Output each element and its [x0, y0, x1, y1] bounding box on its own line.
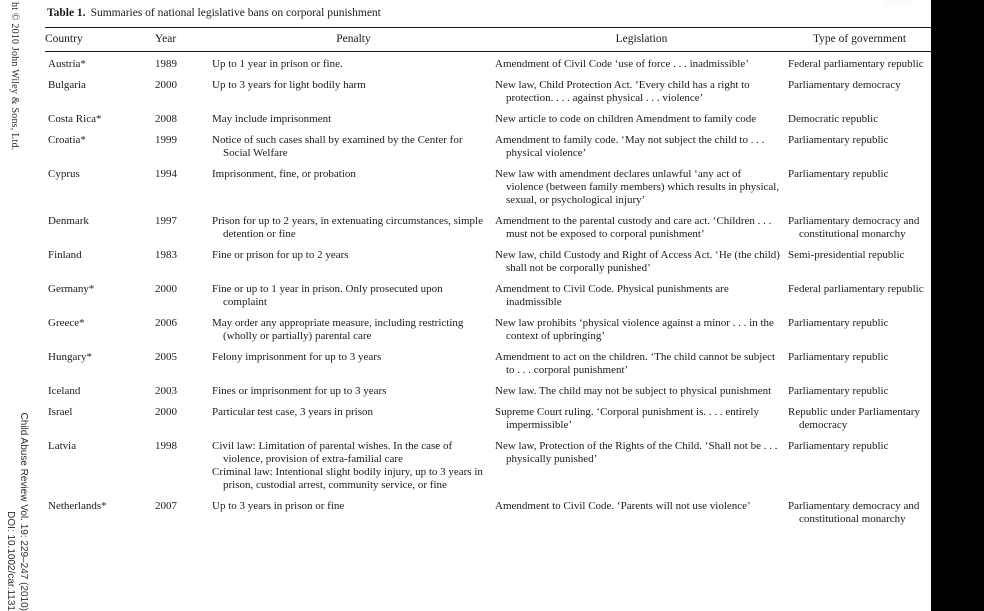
cell-penalty — [212, 440, 495, 500]
cell-country: Iceland — [48, 385, 81, 397]
penalty-paragraph: May include imprisonment — [212, 113, 332, 125]
legislation-paragraph: Supreme Court ruling. ‘Corporal punishment is. . . . entirely impermissible’ — [495, 406, 759, 431]
government-text: Parliamentary democracy and constitutional monarchy — [788, 215, 920, 240]
cell-country: Denmark — [48, 215, 89, 227]
penalty-paragraph: Civil law: Limitation of parental wishes. In the case of violence, provision of extra-familial care — [212, 440, 453, 465]
cell-penalty — [212, 52, 495, 80]
legislation-paragraph: New law, Child Protection Act. ‘Every child has a right to protection. . . . against physical . . . violence’ — [495, 79, 750, 104]
penalty-paragraph: Felony imprisonment for up to 3 years — [212, 351, 382, 363]
penalty-paragraph: Fine or prison for up to 2 years — [212, 249, 349, 261]
legislation-paragraph: New law. The child may not be subject to physical punishment — [495, 385, 772, 397]
journal-citation-text: Child Abuse Review Vol. 19: 229–247 (2010) — [18, 412, 29, 611]
cell-year: 1997 — [155, 215, 177, 227]
table-header — [45, 28, 931, 52]
cell-legislation — [495, 134, 788, 168]
table-row — [45, 113, 931, 134]
cell-penalty — [212, 168, 495, 215]
cell-year: 2005 — [155, 351, 177, 363]
table-row — [45, 134, 931, 168]
penalty-paragraph: Up to 3 years for light bodily harm — [212, 79, 366, 91]
journal-footer-vertical — [4, 413, 30, 611]
cell-legislation — [495, 406, 788, 440]
cell-government — [788, 440, 931, 500]
penalty-paragraph: May order any appropriate measure, including restricting (wholly or partially) parental care — [212, 317, 464, 342]
cell-country: Greece* — [48, 317, 85, 329]
cell-penalty — [212, 113, 495, 134]
cell-country: Bulgaria — [48, 79, 86, 91]
cell-government — [788, 406, 931, 440]
cell-government — [788, 351, 931, 385]
government-text: Parliamentary republic — [788, 134, 889, 146]
penalty-paragraph: Prison for up to 2 years, in extenuating circumstances, simple detention or fine — [212, 215, 483, 240]
cell-country: Finland — [48, 249, 82, 261]
cell-country: Latvia — [48, 440, 77, 452]
government-text: Parliamentary republic — [788, 351, 889, 363]
col-header-legislation: Legislation — [495, 28, 788, 52]
cell-penalty — [212, 500, 495, 534]
legislation-paragraph: Amendment to the parental custody and care act. ‘Children . . . must not be exposed to corporal punishment’ — [495, 215, 772, 240]
legislation-paragraph: New law, Protection of the Rights of the Child. ‘Shall not be . . . physically punished’ — [495, 440, 778, 465]
cell-year: 1989 — [155, 58, 177, 70]
table-row — [45, 168, 931, 215]
legislation-paragraph: New law, child Custody and Right of Access Act. ‘He (the child) shall not be corporally punished’ — [495, 249, 780, 274]
cell-legislation — [495, 283, 788, 317]
page-edge-bar — [931, 0, 984, 611]
table-row — [45, 440, 931, 500]
cell-legislation — [495, 440, 788, 500]
col-header-country: Country — [45, 28, 155, 52]
cell-year: 1994 — [155, 168, 177, 180]
cell-legislation — [495, 500, 788, 534]
journal-doi-text: DOI: 10.1002/car.1131 — [5, 511, 16, 611]
government-text: Republic under Parliamentary democracy — [788, 406, 920, 431]
cell-penalty — [212, 317, 495, 351]
government-text: Parliamentary democracy and constitutional monarchy — [788, 500, 920, 525]
cell-penalty — [212, 283, 495, 317]
cell-country: Israel — [48, 406, 73, 418]
cell-government — [788, 317, 931, 351]
cell-government — [788, 79, 931, 113]
table-row — [45, 215, 931, 249]
cell-penalty — [212, 134, 495, 168]
penalty-paragraph: Fine or up to 1 year in prison. Only prosecuted upon complaint — [212, 283, 443, 308]
cell-penalty — [212, 249, 495, 283]
table-row — [45, 317, 931, 351]
penalty-paragraph: Notice of such cases shall by examined by the Center for Social Welfare — [212, 134, 463, 159]
cell-legislation — [495, 168, 788, 215]
cell-country: Costa Rica* — [48, 113, 102, 125]
cell-year: 2000 — [155, 406, 177, 418]
cell-country: Hungary* — [48, 351, 92, 363]
table-row — [45, 79, 931, 113]
cell-legislation — [495, 351, 788, 385]
cell-government — [788, 215, 931, 249]
cell-year: 2000 — [155, 283, 177, 295]
cell-year: 2007 — [155, 500, 177, 512]
cell-legislation — [495, 113, 788, 134]
penalty-paragraph: Criminal law: Intentional slight bodily injury, up to 3 years in prison, custodial arrest, community service, or fine — [212, 466, 483, 491]
cell-country: Netherlands* — [48, 500, 107, 512]
table-row — [45, 52, 931, 80]
table-row — [45, 351, 931, 385]
cell-year: 1999 — [155, 134, 177, 146]
table-row — [45, 406, 931, 440]
col-header-penalty: Penalty — [212, 28, 495, 52]
table-caption — [47, 6, 931, 20]
legislation-paragraph: Amendment to Civil Code. Physical punishments are inadmissible — [495, 283, 729, 308]
table-row — [45, 500, 931, 534]
government-text: Semi-presidential republic — [788, 249, 905, 261]
cell-country: Cyprus — [48, 168, 80, 180]
government-text: Parliamentary republic — [788, 385, 889, 397]
col-header-government: Type of government — [788, 28, 931, 52]
cell-legislation — [495, 52, 788, 80]
cell-country: Croatia* — [48, 134, 86, 146]
table-caption-label: Table 1. — [47, 7, 86, 19]
cell-legislation — [495, 215, 788, 249]
header-row — [45, 28, 931, 52]
government-text: Parliamentary republic — [788, 168, 889, 180]
government-text: Federal parliamentary republic — [788, 58, 924, 70]
cell-penalty — [212, 79, 495, 113]
government-text: Parliamentary republic — [788, 440, 889, 452]
cell-government — [788, 113, 931, 134]
cell-penalty — [212, 215, 495, 249]
cell-penalty — [212, 351, 495, 385]
government-text: Parliamentary democracy — [788, 79, 901, 91]
table-caption-text: Summaries of national legislative bans on corporal punishment — [90, 7, 381, 19]
table-container — [45, 6, 931, 534]
cell-year: 2003 — [155, 385, 177, 397]
legislation-paragraph: Amendment to Civil Code. ‘Parents will not use violence’ — [495, 500, 751, 512]
cell-country: Germany* — [48, 283, 95, 295]
cell-government — [788, 249, 931, 283]
cell-year: 1998 — [155, 440, 177, 452]
legislation-paragraph: Amendment to family code. ‘May not subject the child to . . . physical violence’ — [495, 134, 765, 159]
cell-government — [788, 385, 931, 406]
table-row — [45, 385, 931, 406]
penalty-paragraph: Fines or imprisonment for up to 3 years — [212, 385, 387, 397]
penalty-paragraph: Up to 3 years in prison or fine — [212, 500, 345, 512]
legislation-paragraph: New law prohibits ‘physical violence against a minor . . . in the context of upbringing’ — [495, 317, 774, 342]
table-row — [45, 249, 931, 283]
cell-government — [788, 134, 931, 168]
legislation-paragraph: New article to code on children Amendment to family code — [495, 113, 757, 125]
cell-legislation — [495, 249, 788, 283]
cell-government — [788, 500, 931, 534]
penalty-paragraph: Particular test case, 3 years in prison — [212, 406, 373, 418]
cell-legislation — [495, 79, 788, 113]
legislation-paragraph: New law with amendment declares unlawful ‘any act of violence (between family members) which results in physical, sexual, or psychological injury’ — [495, 168, 780, 206]
col-header-year: Year — [155, 28, 212, 52]
government-text: Federal parliamentary republic — [788, 283, 924, 295]
table-body — [45, 52, 931, 535]
cell-year: 2000 — [155, 79, 177, 91]
cell-year: 2008 — [155, 113, 177, 125]
government-text: Parliamentary republic — [788, 317, 889, 329]
cell-country: Austria* — [48, 58, 86, 70]
cell-government — [788, 52, 931, 80]
cell-government — [788, 168, 931, 215]
cell-legislation — [495, 385, 788, 406]
copyright-vertical-text: ht © 2010 John Wiley & Sons, Ltd. — [9, 2, 20, 151]
cell-government — [788, 283, 931, 317]
cell-penalty — [212, 406, 495, 440]
government-text: Democratic republic — [788, 113, 879, 125]
table-row — [45, 283, 931, 317]
legislation-paragraph: Amendment of Civil Code ‘use of force . . . inadmissible’ — [495, 58, 749, 70]
cell-year: 2006 — [155, 317, 177, 329]
cell-year: 1983 — [155, 249, 177, 261]
legislation-paragraph: Amendment to act on the children. ‘The child cannot be subject to . . . corporal punishment’ — [495, 351, 776, 376]
cell-legislation — [495, 317, 788, 351]
penalty-paragraph: Imprisonment, fine, or probation — [212, 168, 356, 180]
legislative-bans-table — [45, 27, 931, 534]
penalty-paragraph: Up to 1 year in prison or fine. — [212, 58, 343, 70]
cell-penalty — [212, 385, 495, 406]
